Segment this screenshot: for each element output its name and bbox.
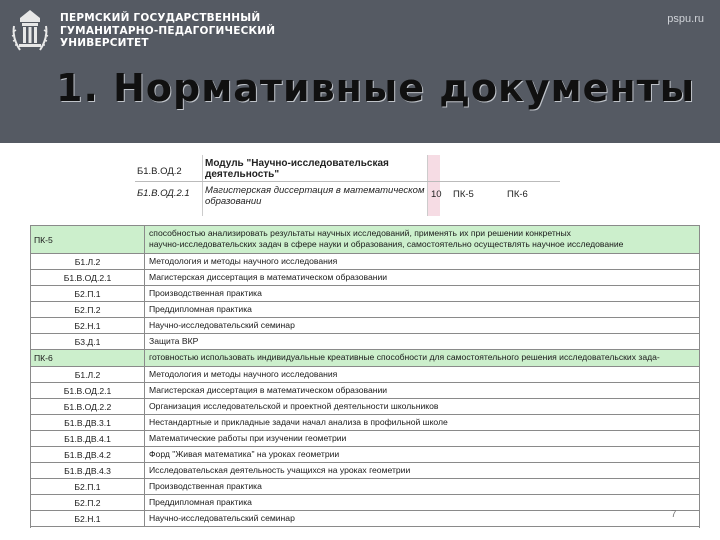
row-code: Б2.Н.1 — [31, 511, 145, 526]
table-row — [31, 463, 699, 479]
row-description — [149, 350, 697, 363]
table-row — [31, 254, 699, 270]
row-code: Б3.Д.1 — [31, 334, 145, 349]
description-line: Магистерская диссертация в математическом образовании — [149, 385, 388, 395]
row-code: Б2.П.2 — [31, 495, 145, 510]
university-name-line: ГУМАНИТАРНО-ПЕДАГОГИЧЕСКИЙ — [60, 24, 276, 37]
row-description — [149, 226, 697, 250]
row-code: Б2.Н.1 — [31, 318, 145, 333]
row-code: Б1.В.ОД.2.2 — [31, 399, 145, 414]
row-code: Б2.П.2 — [31, 302, 145, 317]
table-row — [31, 367, 699, 383]
university-logo-icon — [10, 8, 50, 54]
description-line: Научно-исследовательский семинар — [149, 513, 295, 523]
description-line: Преддипломная практика — [149, 497, 252, 507]
table-row — [31, 415, 699, 431]
row-description — [149, 479, 697, 492]
row-code: Б1.В.ДВ.4.1 — [31, 431, 145, 446]
description-line: Научно-исследовательский семинар — [149, 320, 295, 330]
table-row — [31, 270, 699, 286]
row-code: Б2.П.1 — [31, 286, 145, 301]
table-row — [135, 183, 560, 216]
row-code: Б1.В.ДВ.4.3 — [31, 463, 145, 478]
description-line: Нестандартные и прикладные задачи начал анализа в профильной школе — [149, 417, 448, 427]
competence-code: ПК-6 — [507, 189, 528, 200]
university-name — [60, 12, 300, 50]
row-description — [149, 286, 697, 299]
description-line: готовностью использовать индивидуальные креативные способности для самостоятельного решения исследовательских зада- — [149, 352, 660, 362]
row-description — [149, 334, 697, 347]
table-row — [31, 511, 699, 527]
row-description — [149, 383, 697, 396]
table-row — [31, 431, 699, 447]
table-row — [31, 318, 699, 334]
table-row — [31, 383, 699, 399]
competence-matrix-table — [30, 225, 700, 528]
description-line: Исследовательская деятельность учащихся на уроках геометрии — [149, 465, 411, 475]
site-url: pspu.ru — [667, 13, 704, 25]
description-line: Форд "Живая математика" на уроках геометрии — [149, 449, 340, 459]
table-row — [31, 334, 699, 350]
table-row — [31, 399, 699, 415]
row-description — [149, 495, 697, 508]
description-line: Защита ВКР — [149, 336, 199, 346]
university-name-line: УНИВЕРСИТЕТ — [60, 37, 149, 49]
description-line: Методология и методы научного исследования — [149, 256, 338, 266]
table-row — [31, 479, 699, 495]
credit-number: 10 — [431, 189, 442, 200]
description-line: Магистерская диссертация в математическом образовании — [149, 272, 388, 282]
row-description — [149, 415, 697, 428]
discipline-code: Б1.В.ОД.2.1 — [137, 188, 190, 199]
description-line: Производственная практика — [149, 288, 262, 298]
competence-row — [31, 226, 699, 254]
module-name: Модуль "Научно-исследовательская деятельность" — [205, 158, 389, 180]
description-line: Математические работы при изучении геометрии — [149, 433, 347, 443]
competence-row — [31, 350, 699, 367]
competence-code: ПК-5 — [453, 189, 474, 200]
row-code: Б1.В.ОД.2.1 — [31, 270, 145, 285]
table-row — [31, 302, 699, 318]
table-row — [31, 286, 699, 302]
row-description — [149, 254, 697, 267]
row-description — [149, 367, 697, 380]
row-code: Б1.В.ДВ.4.2 — [31, 447, 145, 462]
row-description — [149, 463, 697, 476]
module-code: Б1.В.ОД.2 — [137, 166, 182, 177]
university-name-line: ПЕРМСКИЙ ГОСУДАРСТВЕННЫЙ — [60, 12, 261, 24]
row-code: Б1.Л.2 — [31, 367, 145, 382]
table-row — [31, 495, 699, 511]
row-code: Б1.В.ДВ.3.1 — [31, 415, 145, 430]
curriculum-excerpt-table — [135, 155, 560, 216]
row-code: ПК-5 — [31, 226, 145, 253]
description-line: Методология и методы научного исследования — [149, 369, 338, 379]
description-line: Производственная практика — [149, 481, 262, 491]
description-line: Организация исследовательской и проектной деятельности школьников — [149, 401, 439, 411]
page-number: 7 — [671, 509, 677, 520]
row-description — [149, 302, 697, 315]
discipline-name: Магистерская диссертация в математическом образовании — [205, 185, 425, 207]
header-banner — [0, 0, 720, 143]
row-description — [149, 511, 697, 524]
description-line: научно-исследовательских задач в сфере науки и образования, самостоятельно осуществлять научное исследование — [149, 239, 624, 249]
description-line: Преддипломная практика — [149, 304, 252, 314]
row-code: Б1.В.ОД.2.1 — [31, 383, 145, 398]
row-description — [149, 318, 697, 331]
row-description — [149, 431, 697, 444]
description-line: способностью анализировать результаты научных исследований, применять их при решении конкретных — [149, 228, 571, 238]
row-description — [149, 399, 697, 412]
table-row — [31, 447, 699, 463]
row-code: ПК-6 — [31, 350, 145, 366]
row-code: Б2.П.1 — [31, 479, 145, 494]
row-description — [149, 270, 697, 283]
page-title: 1. Нормативные документы — [56, 66, 696, 110]
row-description — [149, 447, 697, 460]
table-row — [135, 155, 560, 182]
row-code: Б1.Л.2 — [31, 254, 145, 269]
